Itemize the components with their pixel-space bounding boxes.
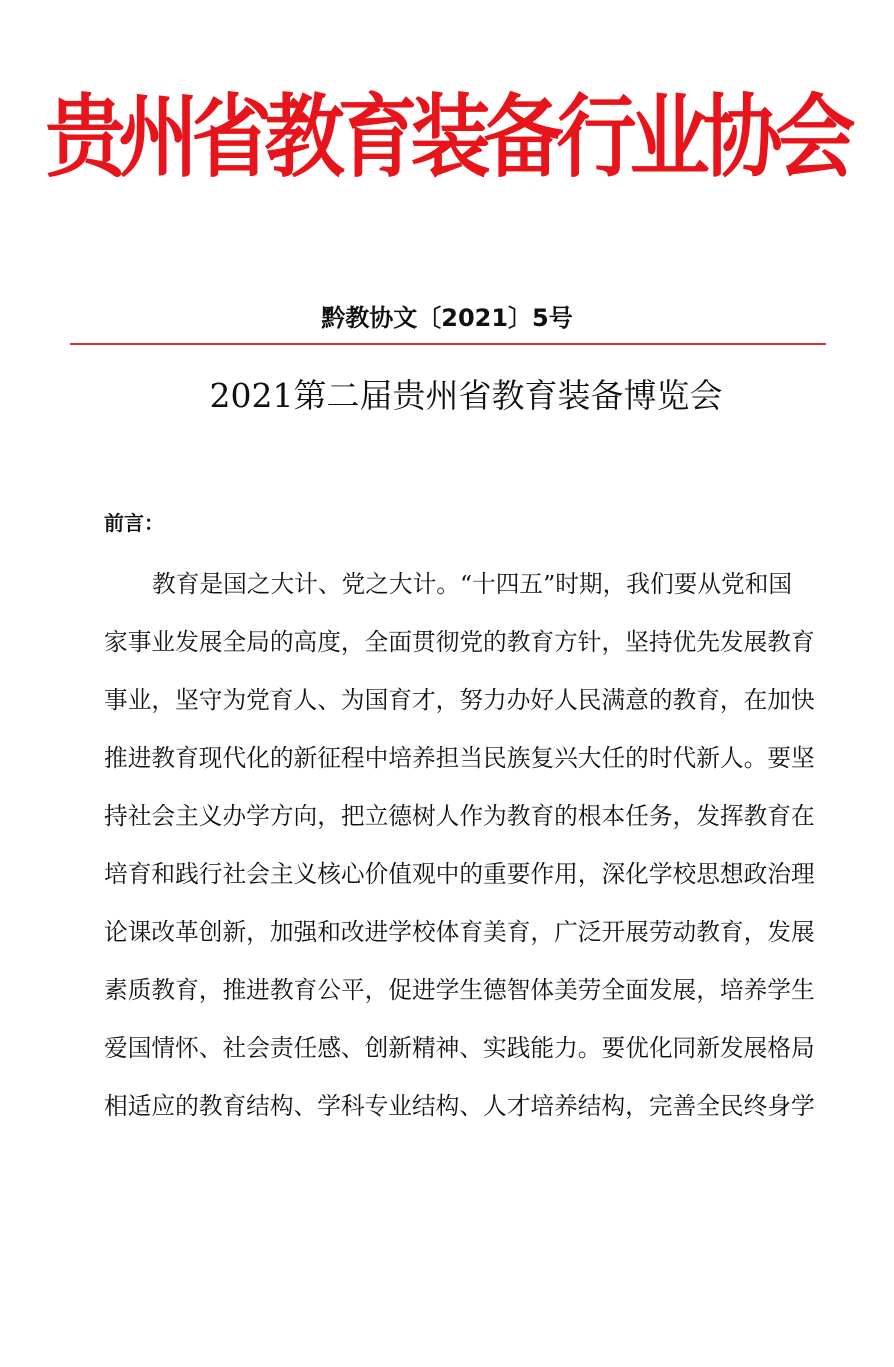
preface-line-6: 培育和践行社会主义核心价值观中的重要作用，深化学校思想政治理 [104,860,815,888]
preface-line-4: 推进教育现代化的新征程中培养担当民族复兴大任的时代新人。要坚 [104,744,815,772]
document-title: 2021第二届贵州省教育装备博览会 [209,376,723,415]
preface-line-2: 家事业发展全局的高度，全面贯彻党的教育方针，坚持优先发展教育 [104,628,815,656]
preface-line-8: 素质教育，推进教育公平，促进学生德智体美劳全面发展，培养学生 [104,976,815,1004]
preface-line-10: 相适应的教育结构、学科专业结构、人才培养结构，完善全民终身学 [104,1092,815,1120]
letterhead-org-name: 贵州省教育装备行业协会 [45,85,849,190]
preface-line-1: 教育是国之大计、党之大计。“十四五”时期，我们要从党和国 [152,570,793,598]
preface-line-7: 论课改革创新，加强和改进学校体育美育，广泛开展劳动教育，发展 [104,918,815,946]
preface-line-5: 持社会主义办学方向，把立德树人作为教育的根本任务，发挥教育在 [104,802,815,830]
preface-label: 前言： [104,511,164,535]
document-number: 黔教协文〔2021〕5号 [321,304,573,332]
header-divider [70,343,826,345]
preface-line-3: 事业，坚守为党育人、为国育才，努力办好人民满意的教育，在加快 [104,686,815,714]
preface-line-9: 爱国情怀、社会责任感、创新精神、实践能力。要优化同新发展格局 [104,1034,815,1062]
